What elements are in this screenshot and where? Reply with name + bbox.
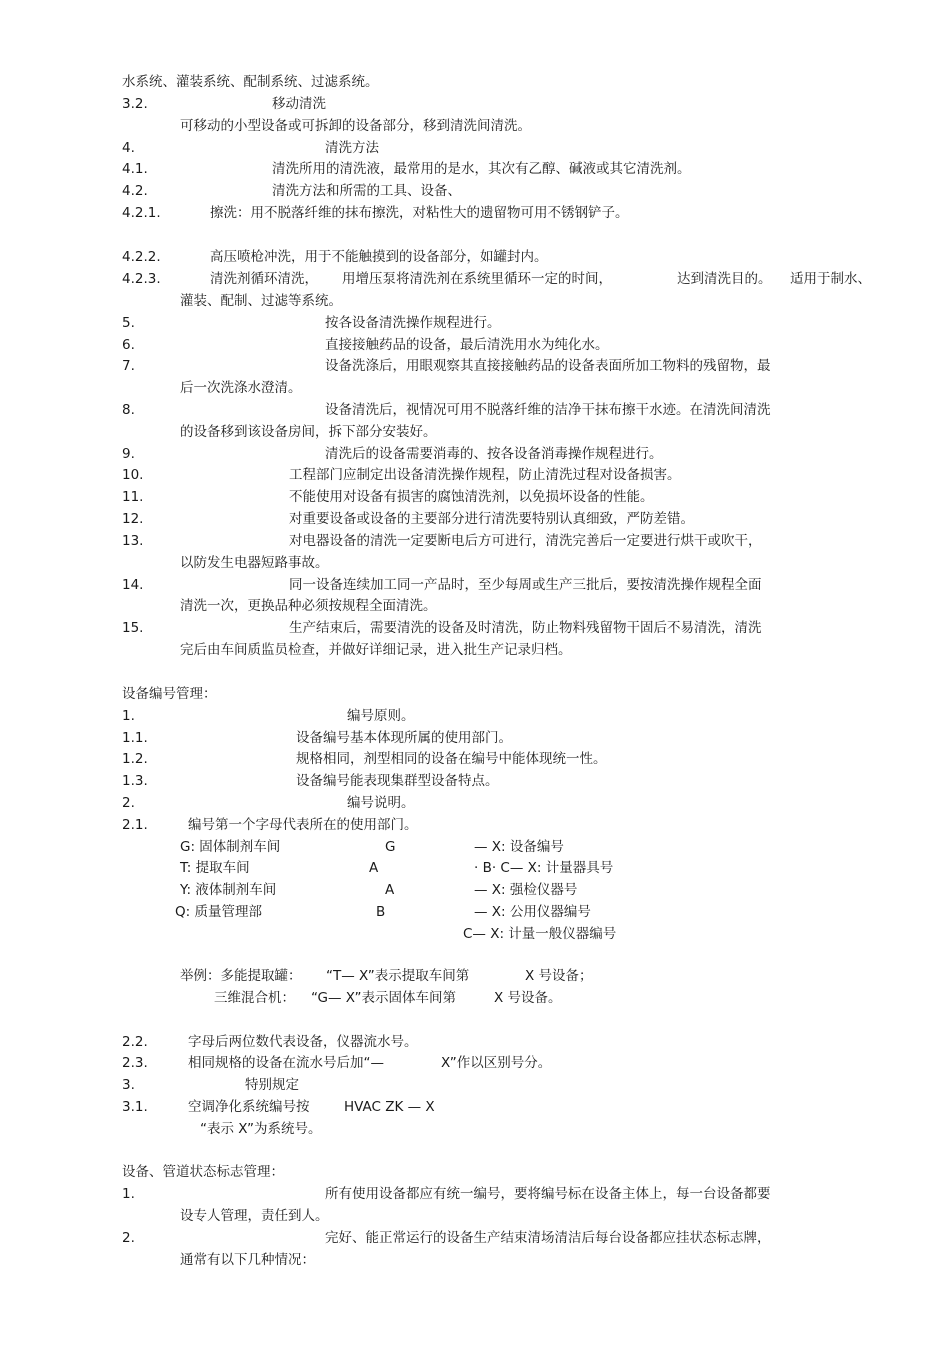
text-line: HVAC ZK — X <box>344 1099 435 1115</box>
text-line: 设备、管道状态标志管理： <box>122 1164 284 1180</box>
text-line: 6. <box>122 337 135 353</box>
text-line: 1. <box>122 1186 135 1202</box>
text-line: 设备编号管理： <box>122 686 217 702</box>
text-line: 清洗方法和所需的工具、设备、 <box>272 183 461 199</box>
text-line: 同一设备连续加工同一产品时，至少每周或生产三批后，要按清洗操作规程全面 <box>289 577 762 593</box>
text-line: 所有使用设备都应有统一编号，要将编号标在设备主体上，每一台设备都要 <box>325 1186 771 1202</box>
text-line: 直接接触药品的设备，最后清洗用水为纯化水。 <box>325 337 609 353</box>
text-line: G: 固体制剂车间 <box>180 839 281 855</box>
text-line: 水系统、灌装系统、配制系统、过滤系统。 <box>122 74 379 90</box>
text-line: A <box>369 860 379 876</box>
text-line: X 号设备。 <box>494 990 562 1006</box>
text-line: 达到清洗目的。 <box>677 271 772 287</box>
text-line: 三维混合机： <box>214 990 295 1006</box>
text-line: 规格相同，剂型相同的设备在编号中能体现统一性。 <box>296 751 607 767</box>
text-line: 设备编号能表现集群型设备特点。 <box>296 773 499 789</box>
text-line: 13. <box>122 533 144 549</box>
text-line: — X: 设备编号 <box>474 839 564 855</box>
text-line: 以防发生电器短路事故。 <box>180 555 329 571</box>
text-line: 编号第一个字母代表所在的使用部门。 <box>188 817 418 833</box>
text-line: 完好、能正常运行的设备生产结束清场清洁后每台设备都应挂状态标志牌， <box>325 1230 771 1246</box>
text-line: 移动清洗 <box>272 96 326 112</box>
text-line: 设备洗涤后，用眼观察其直接接触药品的设备表面所加工物料的残留物，最 <box>325 358 771 374</box>
text-line: 空调净化系统编号按 <box>188 1099 310 1115</box>
text-line: 清洗剂循环清洗， <box>210 271 318 287</box>
text-line: 4.2.3. <box>122 271 161 287</box>
text-line: “T— X”表示提取车间第 <box>326 968 470 984</box>
text-line: 的设备移到该设备房间，拆下部分安装好。 <box>180 424 437 440</box>
text-line: 1.3. <box>122 773 148 789</box>
text-line: 3. <box>122 1077 135 1093</box>
text-line: — X: 公用仪器编号 <box>474 904 591 920</box>
text-line: 高压喷枪冲洗，用于不能触摸到的设备部分，如罐封内。 <box>210 249 548 265</box>
text-line: 字母后两位数代表设备，仪器流水号。 <box>188 1034 418 1050</box>
text-line: T: 提取车间 <box>180 860 250 876</box>
text-line: 设备清洗后，视情况可用不脱落纤维的洁净干抹布擦干水迹。在清洗间清洗 <box>325 402 771 418</box>
text-line: 工程部门应制定出设备清洗操作规程，防止清洗过程对设备损害。 <box>289 467 681 483</box>
text-line: Q: 质量管理部 <box>175 904 262 920</box>
text-line: 14. <box>122 577 144 593</box>
text-line: 后一次洗涤水澄清。 <box>180 380 302 396</box>
text-line: 对电器设备的清洗一定要断电后方可进行，清洗完善后一定要进行烘干或吹干， <box>289 533 762 549</box>
text-line: 1.1. <box>122 730 148 746</box>
text-line: 设专人管理，责任到人。 <box>180 1208 329 1224</box>
text-line: 4.1. <box>122 161 148 177</box>
text-line: 3.2. <box>122 96 148 112</box>
text-line: 7. <box>122 358 135 374</box>
text-line: 清洗所用的清洗液，最常用的是水，其次有乙醇、碱液或其它清洗剂。 <box>272 161 691 177</box>
text-line: X 号设备； <box>525 968 593 984</box>
text-line: 不能使用对设备有损害的腐蚀清洗剂，以免损坏设备的性能。 <box>289 489 654 505</box>
text-line: C— X: 计量一般仪器编号 <box>463 926 617 942</box>
text-line: 1. <box>122 708 135 724</box>
text-line: 通常有以下几种情况： <box>180 1252 315 1268</box>
text-line: 4. <box>122 140 135 156</box>
text-line: 2.3. <box>122 1055 148 1071</box>
text-line: Y: 液体制剂车间 <box>180 882 277 898</box>
text-line: 设备编号基本体现所属的使用部门。 <box>296 730 512 746</box>
text-line: 按各设备清洗操作规程进行。 <box>325 315 501 331</box>
text-line: 编号说明。 <box>347 795 415 811</box>
text-line: 举例：多能提取罐： <box>180 968 302 984</box>
text-line: 擦洗：用不脱落纤维的抹布擦洗，对粘性大的遗留物可用不锈钢铲子。 <box>210 205 629 221</box>
text-line: 8. <box>122 402 135 418</box>
text-line: 10. <box>122 467 144 483</box>
text-line: 3.1. <box>122 1099 148 1115</box>
text-line: G <box>385 839 396 855</box>
text-line: 清洗一次，更换品种必须按规程全面清洗。 <box>180 598 437 614</box>
text-line: 清洗方法 <box>325 140 379 156</box>
text-line: · B· C— X: 计量器具号 <box>474 860 614 876</box>
text-line: 5. <box>122 315 135 331</box>
text-line: 4.2. <box>122 183 148 199</box>
text-line: 适用于制水、 <box>790 271 871 287</box>
text-line: 11. <box>122 489 144 505</box>
text-line: 生产结束后，需要清洗的设备及时清洗，防止物料残留物干固后不易清洗，清洗 <box>289 620 762 636</box>
text-line: 对重要设备或设备的主要部分进行清洗要特别认真细致，严防差错。 <box>289 511 694 527</box>
text-line: 9. <box>122 446 135 462</box>
text-line: 2. <box>122 1230 135 1246</box>
text-line: “G— X”表示固体车间第 <box>311 990 456 1006</box>
text-line: 编号原则。 <box>347 708 415 724</box>
text-line: 用增压泵将清洗剂在系统里循环一定的时间， <box>342 271 612 287</box>
text-line: X”作以区别号分。 <box>441 1055 552 1071</box>
text-line: 完后由车间质监员检查，并做好详细记录，进入批生产记录归档。 <box>180 642 572 658</box>
text-line: B <box>376 904 386 920</box>
text-line: “表示 X”为系统号。 <box>200 1121 322 1137</box>
text-line: 12. <box>122 511 144 527</box>
text-line: 可移动的小型设备或可拆卸的设备部分，移到清洗间清洗。 <box>180 118 531 134</box>
text-line: 2.1. <box>122 817 148 833</box>
text-line: 2.2. <box>122 1034 148 1050</box>
text-line: 特别规定 <box>245 1077 299 1093</box>
text-line: 灌装、配制、过滤等系统。 <box>180 293 342 309</box>
text-line: 清洗后的设备需要消毒的、按各设备消毒操作规程进行。 <box>325 446 663 462</box>
text-line: 15. <box>122 620 144 636</box>
text-line: A <box>385 882 395 898</box>
text-line: 相同规格的设备在流水号后加“— <box>188 1055 384 1071</box>
text-line: 1.2. <box>122 751 148 767</box>
text-line: 2. <box>122 795 135 811</box>
text-line: 4.2.1. <box>122 205 161 221</box>
text-line: 4.2.2. <box>122 249 161 265</box>
text-line: — X: 强检仪器号 <box>474 882 578 898</box>
